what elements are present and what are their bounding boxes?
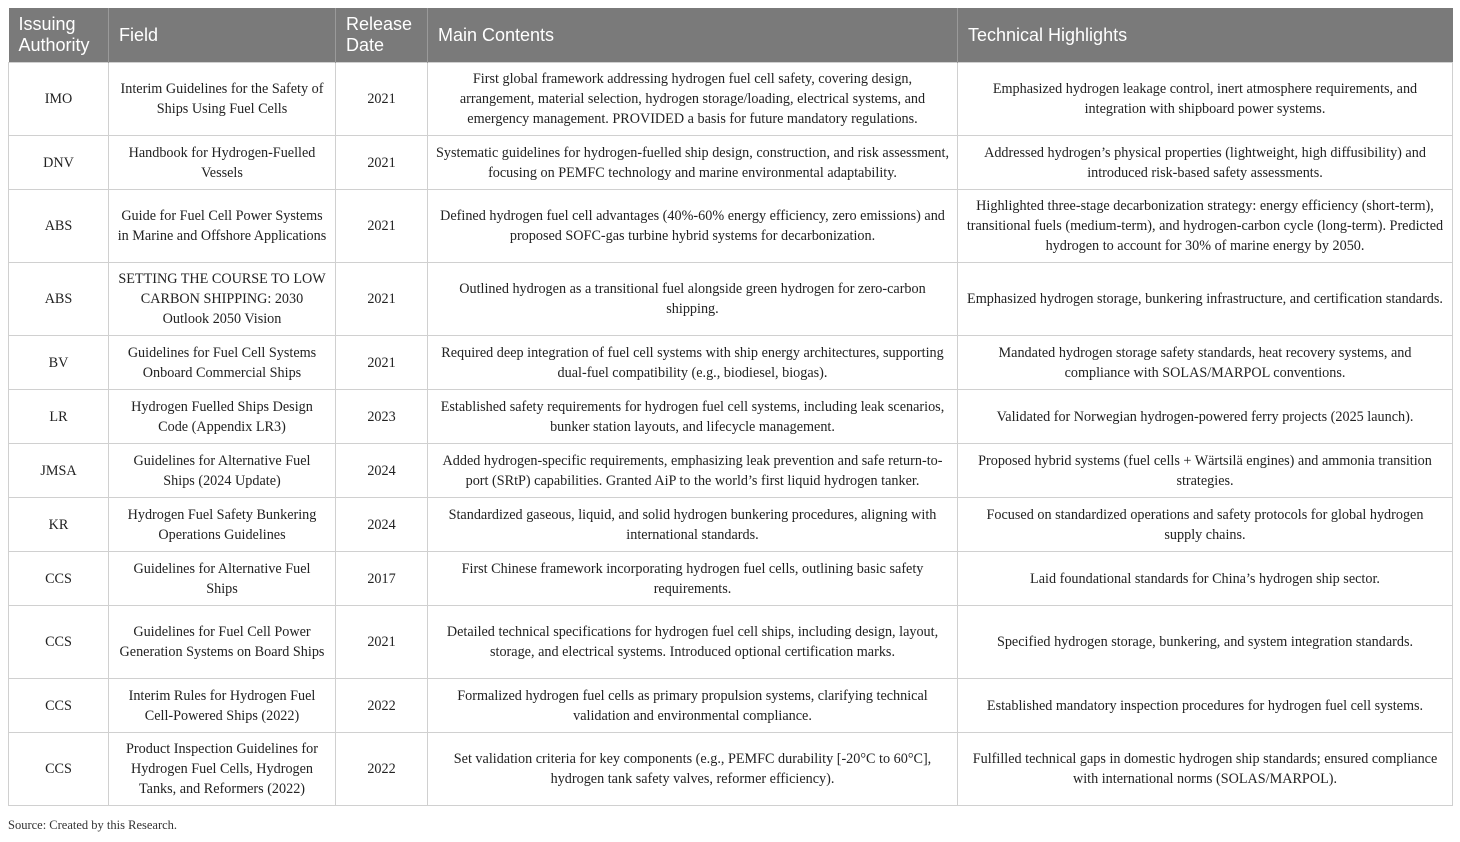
cell-contents: Established safety requirements for hydrogen fuel cell systems, including leak scenarios, bunker station layouts, and lifecycle management. [428,390,958,444]
cell-highlights: Mandated hydrogen storage safety standards, heat recovery systems, and compliance with SOLAS/MARPOL conventions. [958,336,1453,390]
cell-date: 2021 [336,263,428,336]
cell-highlights: Specified hydrogen storage, bunkering, and system integration standards. [958,606,1453,679]
table-row [9,63,1453,136]
cell-date: 2021 [336,606,428,679]
cell-date: 2021 [336,136,428,190]
cell-field: Product Inspection Guidelines for Hydrogen Fuel Cells, Hydrogen Tanks, and Reformers (2022) [109,733,336,806]
source-note: Source: Created by this Research. [8,818,178,832]
cell-highlights: Emphasized hydrogen storage, bunkering infrastructure, and certification standards. [958,263,1453,336]
cell-date: 2024 [336,444,428,498]
cell-authority: DNV [9,136,109,190]
cell-contents: First Chinese framework incorporating hydrogen fuel cells, outlining basic safety requirements. [428,552,958,606]
cell-highlights: Highlighted three-stage decarbonization strategy: energy efficiency (short-term), transitional fuels (medium-term), and hydrogen-carbon cycle (long-term). Predicted hydrogen to account for 30% of marine energy by 2050. [958,190,1453,263]
table-row [9,606,1453,679]
table-header-row [9,8,1453,63]
cell-field: Guide for Fuel Cell Power Systems in Marine and Offshore Applications [109,190,336,263]
header-issuing-authority: Issuing Authority [9,8,109,63]
cell-authority: BV [9,336,109,390]
cell-contents: Standardized gaseous, liquid, and solid hydrogen bunkering procedures, aligning with international standards. [428,498,958,552]
cell-contents: Added hydrogen-specific requirements, emphasizing leak prevention and safe return-to-port (SRtP) capabilities. Granted AiP to the world’s first liquid hydrogen tanker. [428,444,958,498]
cell-date: 2021 [336,336,428,390]
regulations-table [8,8,1453,806]
cell-authority: ABS [9,190,109,263]
cell-authority: IMO [9,63,109,136]
cell-highlights: Addressed hydrogen’s physical properties (lightweight, high diffusibility) and introduced risk-based safety assessments. [958,136,1453,190]
cell-authority: LR [9,390,109,444]
cell-contents: Detailed technical specifications for hydrogen fuel cell ships, including design, layout, storage, and electrical systems. Introduced optional certification marks. [428,606,958,679]
cell-contents: Set validation criteria for key components (e.g., PEMFC durability [-20°C to 60°C], hydrogen tank safety valves, reformer efficiency). [428,733,958,806]
cell-contents: Formalized hydrogen fuel cells as primary propulsion systems, clarifying technical validation and environmental compliance. [428,679,958,733]
table-row [9,390,1453,444]
cell-highlights: Laid foundational standards for China’s hydrogen ship sector. [958,552,1453,606]
cell-contents: Outlined hydrogen as a transitional fuel alongside green hydrogen for zero-carbon shipping. [428,263,958,336]
cell-highlights: Established mandatory inspection procedures for hydrogen fuel cell systems. [958,679,1453,733]
cell-field: Hydrogen Fuelled Ships Design Code (Appendix LR3) [109,390,336,444]
cell-authority: KR [9,498,109,552]
cell-authority: CCS [9,679,109,733]
cell-highlights: Proposed hybrid systems (fuel cells + Wärtsilä engines) and ammonia transition strategies. [958,444,1453,498]
cell-date: 2024 [336,498,428,552]
cell-date: 2023 [336,390,428,444]
cell-contents: First global framework addressing hydrogen fuel cell safety, covering design, arrangement, material selection, hydrogen storage/loading, electrical systems, and emergency management. PROVIDED a basis for future mandatory regulations. [428,63,958,136]
cell-date: 2021 [336,190,428,263]
cell-date: 2022 [336,679,428,733]
cell-date: 2021 [336,63,428,136]
cell-authority: CCS [9,606,109,679]
header-technical-highlights: Technical Highlights [958,8,1453,63]
header-main-contents: Main Contents [428,8,958,63]
cell-field: SETTING THE COURSE TO LOW CARBON SHIPPING: 2030 Outlook 2050 Vision [109,263,336,336]
cell-field: Hydrogen Fuel Safety Bunkering Operations Guidelines [109,498,336,552]
cell-contents: Defined hydrogen fuel cell advantages (40%-60% energy efficiency, zero emissions) and proposed SOFC-gas turbine hybrid systems for decarbonization. [428,190,958,263]
table-row [9,733,1453,806]
header-release-date: Release Date [336,8,428,63]
table-row [9,444,1453,498]
cell-field: Interim Guidelines for the Safety of Ships Using Fuel Cells [109,63,336,136]
cell-field: Interim Rules for Hydrogen Fuel Cell-Powered Ships (2022) [109,679,336,733]
cell-field: Guidelines for Alternative Fuel Ships (2024 Update) [109,444,336,498]
table-row [9,552,1453,606]
cell-authority: CCS [9,552,109,606]
cell-highlights: Validated for Norwegian hydrogen-powered ferry projects (2025 launch). [958,390,1453,444]
cell-field: Handbook for Hydrogen-Fuelled Vessels [109,136,336,190]
cell-highlights: Emphasized hydrogen leakage control, inert atmosphere requirements, and integration with shipboard power systems. [958,63,1453,136]
header-field: Field [109,8,336,63]
cell-field: Guidelines for Alternative Fuel Ships [109,552,336,606]
table-row [9,190,1453,263]
table-row [9,336,1453,390]
cell-date: 2017 [336,552,428,606]
cell-highlights: Focused on standardized operations and safety protocols for global hydrogen supply chains. [958,498,1453,552]
table-row [9,679,1453,733]
cell-date: 2022 [336,733,428,806]
cell-highlights: Fulfilled technical gaps in domestic hydrogen ship standards; ensured compliance with international norms (SOLAS/MARPOL). [958,733,1453,806]
table-row [9,136,1453,190]
cell-field: Guidelines for Fuel Cell Power Generation Systems on Board Ships [109,606,336,679]
table-row [9,498,1453,552]
cell-authority: JMSA [9,444,109,498]
cell-contents: Required deep integration of fuel cell systems with ship energy architectures, supporting dual-fuel compatibility (e.g., biodiesel, biogas). [428,336,958,390]
cell-authority: ABS [9,263,109,336]
table-row [9,263,1453,336]
cell-contents: Systematic guidelines for hydrogen-fuelled ship design, construction, and risk assessment, focusing on PEMFC technology and marine environmental adaptability. [428,136,958,190]
cell-authority: CCS [9,733,109,806]
cell-field: Guidelines for Fuel Cell Systems Onboard Commercial Ships [109,336,336,390]
